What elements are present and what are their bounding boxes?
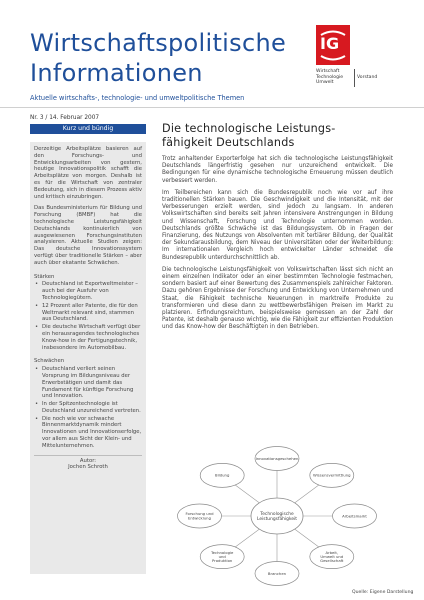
author-label: Autor: [79, 457, 97, 464]
publication-subtitle: Aktuelle wirtschafts-, technologie- und umweltpolitische Themen [30, 94, 245, 102]
list-item: • Deutschland ist Exportweltmeister – auch bei der Ausfuhr von Technologiegütern. [42, 281, 142, 301]
list-item: • Die deutsche Wirtschaft verfügt über ein herausragendes technologisches Know-how in der Fertigungstechnik, insbesondere im Automobilbau. [42, 324, 142, 351]
factor-node-label: Technologie und Produktion [210, 549, 234, 564]
performance-factors-diagram [162, 440, 393, 588]
center-node-label: Technologische Leistungsfähigkeit [257, 512, 297, 522]
ig-metall-logo [316, 25, 350, 65]
factor-node-label: Bildung [215, 472, 230, 478]
article-title-line-1: Die technologische Leistungs- [162, 122, 336, 135]
sidebar [30, 115, 146, 574]
list-item: • Die noch wie vor schwache Binnenmarktdynamik mindert Innovationen und Innovationserfolge, vor allem aus Sicht der Klein- und Mittelunternehmen. [42, 416, 142, 450]
article-title [162, 122, 393, 150]
logo-vorstand: Vorstand [357, 75, 378, 80]
article-paragraph-2: Im Teilbereichen kann sich die Bundesrepublik noch wie vor auf ihre traditionellen Stärken bauen. Die Geschwindigkeit und die Intensität, mit der Verbesserungen erzielt werden, sind jedoch zu langsam. In anderen Volkswirtschaften sind bereits seit Jahren intensivere Anstrengungen in Bildung und Wissenschaft, Forschung und Technologie unternommen worden. Deutschlands größte Schwäche ist das Bildungssystem. Ob in Fragen der Finanzierung, des Nutzungs von Absolventen mit tertiärer Bildung, der Qualität der Sekundarausbildung, dem Niveau der Universitäten oder der Weiterbildung: Im internationalen Vergleich hoch entwickelter Länder schneidet die Bundesrepublik unterdurchschnittlich ab. [162, 189, 393, 261]
factor-node-label: Forschung und Entwicklung [185, 511, 214, 521]
diagram-caption: Quelle: Eigene Darstellung [352, 590, 414, 595]
strengths-list [34, 281, 142, 351]
article-paragraph-1: Trotz anhaltender Exporterfolge hat sich die technologische Leistungsfähigkeit Deutschlands längerfristig gesehen nur unzureichend entwickelt. Die Bedingungen für eine dynamische technologische Erneuerung müssen deutlich verbessert werden. [162, 156, 393, 184]
weaknesses-heading: Schwächen [34, 358, 65, 365]
summary-paragraph-1: Derzeitige Arbeitsplätze basieren auf den Forschungs- und Entwicklungsarbeiten von gestern, heutige Innovationspolitik schafft die Arbeitsplätze von morgen. Deshalb ist es für die Wirtschaft von zentraler Bedeutung, sich in diesem Prozess aktiv und kritisch einzubringen. [34, 146, 142, 200]
issue-number: Nr. 3 / 14. Februar 2007 [30, 115, 100, 121]
summary-panel [30, 142, 146, 574]
title-line-1: Wirtschaftspolitische [30, 29, 287, 57]
weaknesses-list [34, 366, 142, 450]
title-line-2: Informationen [30, 59, 203, 87]
author-name: Jochen Schroth [68, 464, 108, 471]
factor-node-label: Innovationsgeschehen [255, 455, 299, 461]
list-item: • In der Spitzentechnologie ist Deutschland unzureichend vertreten. [42, 401, 142, 415]
logo-dept-line-1: Wirtschaft [316, 69, 340, 74]
factor-node-label: Branchen [267, 570, 287, 576]
publication-title [30, 28, 286, 88]
author-divider [34, 455, 142, 456]
list-item: • 12 Prozent aller Patente, die für den Weltmarkt relevant sind, stammen aus Deutschland. [42, 303, 142, 323]
logo-dept-line-3: Umwelt [316, 80, 334, 86]
sidebar-heading: Kurz und bündig [30, 124, 146, 134]
factor-node-label: Arbeitsmarkt [342, 513, 367, 519]
factor-node-label: Wissensvermittlung [313, 472, 351, 478]
article-title-line-2: fähigkeit Deutschlands [162, 136, 295, 149]
logo-divider [354, 69, 355, 87]
factor-node-label: Arbeit, Umwelt und Gesellschaft [320, 549, 344, 564]
article-paragraph-3: Die technologische Leistungsfähigkeit von Volkswirtschaften lässt sich nicht an einem einzelnen Indikator oder an einer bestimmten Technologie festmachen, sondern basiert auf einer Bewertung des Zusammenspiels zahlreicher Faktoren. Dazu gehören Ergebnisse der Forschung und Entwicklung von Unternehmen und Staat, die Fähigkeit technische Neuerungen in marktreife Produkte zu transformieren und diese dann zu wettbewerbsfähigen Preisen im Markt zu platzieren. Erfindungsreichtum, beispielsweise gemessen an der Zahl der Patente, ist deshalb genauso wichtig, wie die Fähigkeit zur effizienten Produktion und das Know-how der Beschäftigten in den Betrieben. [162, 266, 393, 331]
strengths-heading: Stärken [34, 273, 55, 280]
logo-dept-line-2: Technologie [316, 74, 344, 80]
header-divider [0, 107, 424, 108]
logo-mark: IG [320, 34, 340, 53]
main-article [162, 122, 393, 337]
summary-paragraph-2: Das Bundesministerium für Bildung und Forschung (BMBF) hat die technologische Leistungsfähigkeit Deutschlands kontinuierlich von ausgewiesenen Forschungsinstituten analysieren. Aktuelle Studien zeigen: Das deutsche Innovationssystem verfügt über traditionelle Stärken – aber auch über ekatante Schwächen. [34, 205, 142, 266]
list-item: • Deutschland verliert seinen Vorsprung im Bildungsniveau der Erwerbstätigen und damit das Fundament für künftige Forschung und Innovation. [42, 366, 142, 400]
